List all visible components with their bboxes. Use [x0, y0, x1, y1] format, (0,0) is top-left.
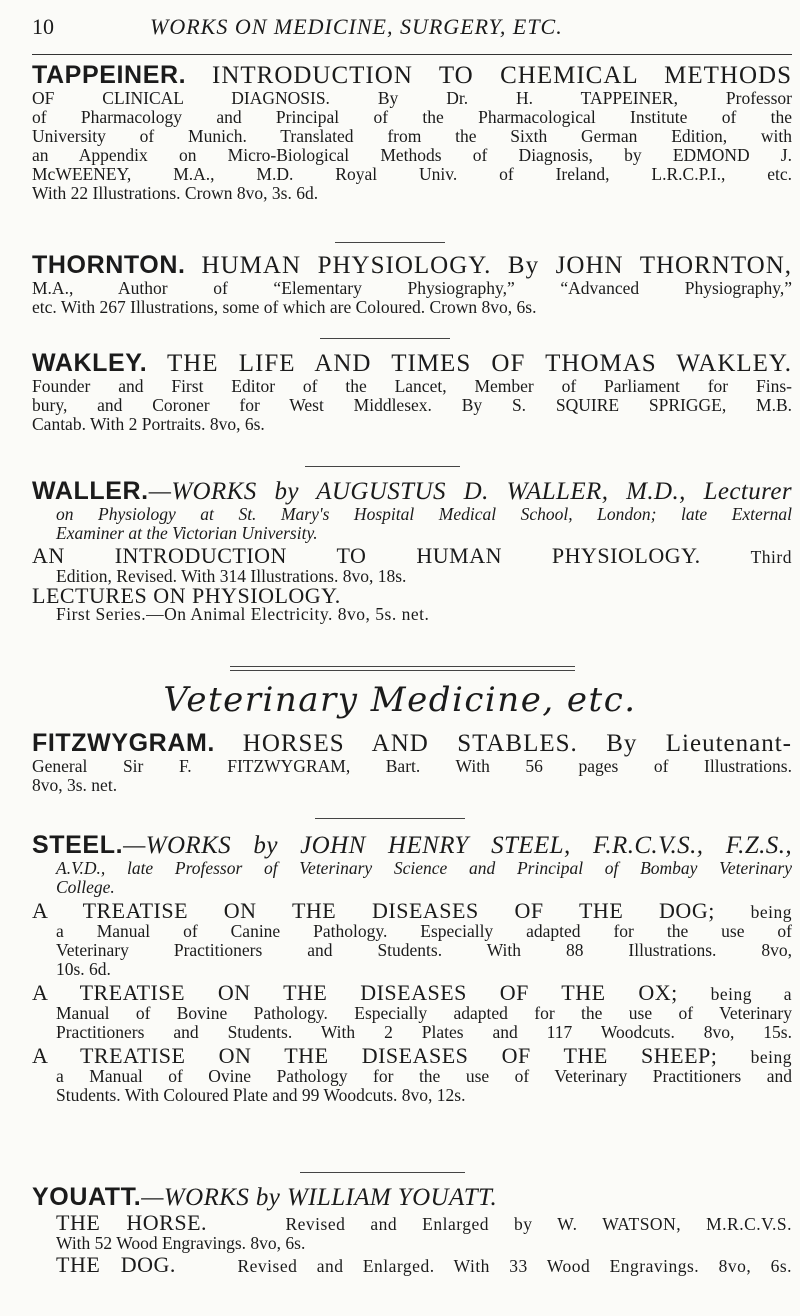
separator: [335, 242, 445, 243]
entry-line: Revised and Enlarged by W. WATSON, M.R.C.V.S.: [285, 1214, 792, 1234]
author-name: FITZWYGRAM.: [32, 729, 215, 757]
entry-line: Revised and Enlarged. With 33 Wood Engravings. 8vo, 6s.: [237, 1256, 792, 1276]
entry-line: First Series.—On Animal Electricity. 8vo, 5s. net.: [56, 604, 430, 624]
author-name: WAKLEY.: [32, 349, 148, 377]
entry-line: Veterinary Practitioners and Students. With 88 Illustrations. 8vo,: [56, 940, 792, 960]
separator: [315, 818, 465, 819]
entry-line: General Sir F. FITZWYGRAM, Bart. With 56 pages of Illustrations.: [32, 756, 792, 776]
book-title: A TREATISE ON THE DISEASES OF THE DOG;: [32, 898, 715, 923]
page-number: 10: [32, 14, 54, 39]
entry-wakley: [32, 350, 792, 434]
book-title: THE DOG.: [56, 1252, 176, 1277]
entry-line: Edition, Revised. With 314 Illustrations. 8vo, 18s.: [56, 566, 407, 586]
section-title: Veterinary Medicine, etc.: [163, 680, 637, 720]
entry-line: M.A., Author of “Elementary Physiography,” “Advanced Physiography,”: [32, 278, 792, 298]
entry-line: Manual of Bovine Pathology. Especially adapted for the use of Veterinary: [56, 1003, 792, 1023]
separator: [300, 1172, 465, 1173]
entry-line: Students. With Coloured Plate and 99 Woodcuts. 8vo, 12s.: [56, 1085, 466, 1105]
title-continuation: being a: [710, 984, 793, 1004]
entry-line: With 52 Wood Engravings. 8vo, 6s.: [56, 1233, 306, 1253]
book-title: INTRODUCTION TO CHEMICAL METHODS: [212, 62, 792, 89]
entry-waller: [32, 478, 792, 624]
author-description: A.V.D., late Professor of Veterinary Science and Principal of Bombay Veterinary: [56, 858, 792, 878]
book-title: A TREATISE ON THE DISEASES OF THE SHEEP;: [32, 1043, 718, 1068]
author-name: WALLER.: [32, 477, 149, 505]
book-title: HUMAN PHYSIOLOGY. By JOHN THORNTON,: [201, 252, 792, 279]
separator: [230, 670, 575, 671]
running-title: WORKS ON MEDICINE, SURGERY, ETC.: [150, 14, 563, 39]
author-name: STEEL.: [32, 831, 124, 859]
title-continuation: being: [750, 1047, 792, 1067]
separator: [305, 466, 460, 467]
entry-line: Cantab. With 2 Portraits. 8vo, 6s.: [32, 414, 265, 434]
header-rule: [32, 54, 792, 55]
entry-tappeiner: [32, 62, 792, 203]
entry-line: etc. With 267 Illustrations, some of which are Coloured. Crown 8vo, 6s.: [32, 297, 537, 317]
entry-line: 10s. 6d.: [56, 959, 111, 979]
author-description: Examiner at the Victorian University.: [56, 523, 318, 543]
entry-line: Founder and First Editor of the Lancet, Member of Parliament for Fins-: [32, 376, 792, 396]
author-name: YOUATT.: [32, 1183, 142, 1211]
entry-line: an Appendix on Micro-Biological Methods of Diagnosis, by EDMOND J.: [32, 145, 792, 165]
entry-line: University of Munich. Translated from the Sixth German Edition, with: [32, 126, 792, 146]
entry-line: 8vo, 3s. net.: [32, 775, 118, 795]
author-name: THORNTON.: [32, 251, 186, 279]
entry-steel: [32, 832, 792, 1105]
separator: [230, 666, 575, 667]
book-title: LECTURES ON PHYSIOLOGY.: [32, 583, 341, 608]
book-title: AN INTRODUCTION TO HUMAN PHYSIOLOGY.: [32, 543, 701, 568]
author-description: on Physiology at St. Mary's Hospital Medical School, London; late External: [56, 504, 792, 524]
book-title: THE HORSE.: [56, 1210, 208, 1235]
book-title: THE LIFE AND TIMES OF THOMAS WAKLEY.: [166, 350, 792, 377]
author-heading: —WORKS by JOHN HENRY STEEL, F.R.C.V.S., F.Z.S.,: [123, 832, 792, 859]
entry-line: Practitioners and Students. With 2 Plates and 117 Woodcuts. 8vo, 15s.: [56, 1022, 792, 1042]
entry-line: With 22 Illustrations. Crown 8vo, 3s. 6d.: [32, 183, 319, 203]
entry-line: a Manual of Canine Pathology. Especially adapted for the use of: [56, 921, 792, 941]
author-name: TAPPEINER.: [32, 61, 187, 89]
separator: [320, 338, 450, 339]
edition-note: Third: [750, 547, 792, 567]
author-description: College.: [56, 877, 115, 897]
book-title: HORSES AND STABLES. By Lieutenant-: [242, 730, 792, 757]
entry-line: of Pharmacology and Principal of the Pharmacological Institute of the: [32, 107, 792, 127]
entry-line: McWEENEY, M.A., M.D. Royal Univ. of Ireland, L.R.C.P.I., etc.: [32, 164, 792, 184]
entry-line: bury, and Coroner for West Middlesex. By S. SQUIRE SPRIGGE, M.B.: [32, 395, 792, 415]
entry-line: a Manual of Ovine Pathology for the use of Veterinary Practitioners and: [56, 1066, 792, 1086]
title-continuation: being: [750, 902, 793, 922]
entry-line: OF CLINICAL DIAGNOSIS. By Dr. H. TAPPEINER, Professor: [32, 88, 792, 108]
author-heading: —WORKS by AUGUSTUS D. WALLER, M.D., Lecturer: [148, 478, 792, 505]
page-header: [32, 6, 792, 46]
entry-youatt: [32, 1184, 792, 1276]
entry-thornton: [32, 252, 792, 317]
author-heading: —WORKS by WILLIAM YOUATT.: [141, 1184, 498, 1211]
book-title: A TREATISE ON THE DISEASES OF THE OX;: [32, 980, 678, 1005]
entry-fitzwygram: [32, 730, 792, 795]
